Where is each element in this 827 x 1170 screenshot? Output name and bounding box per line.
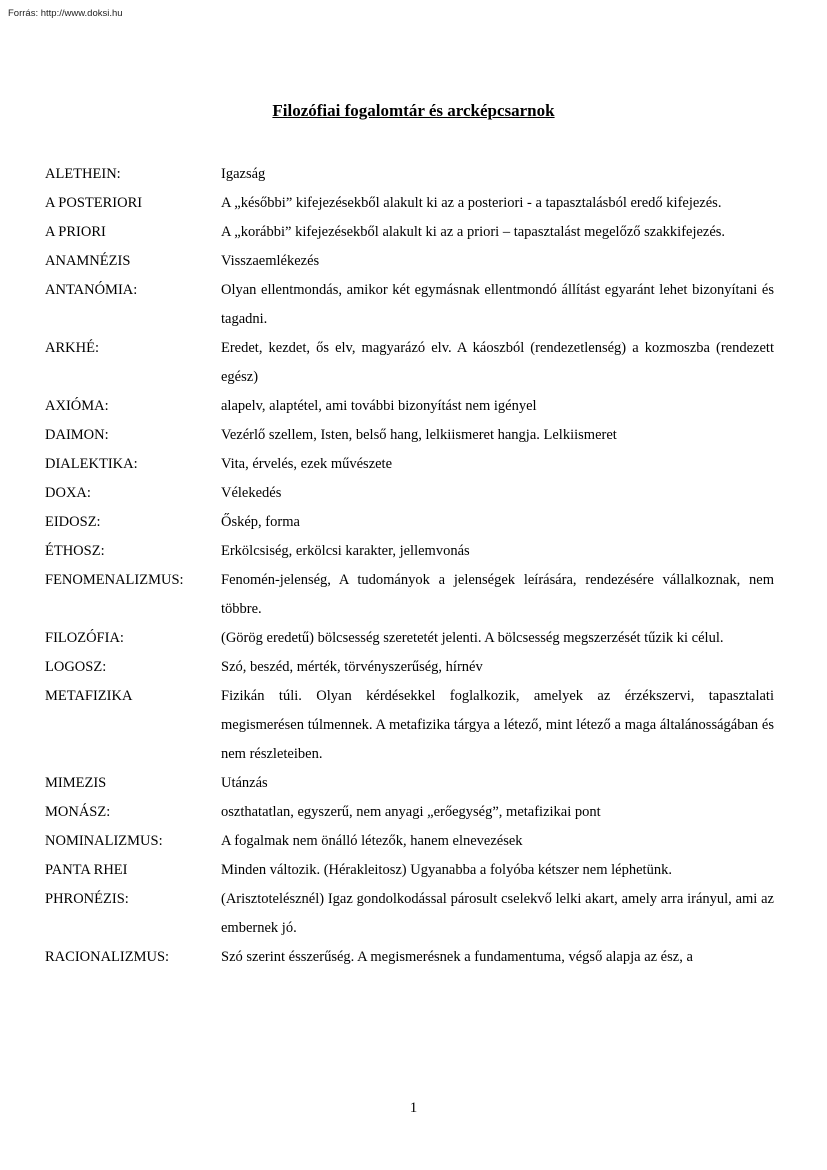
entry-term: LOGOSZ: <box>45 659 107 675</box>
entry-term: MONÁSZ: <box>45 804 111 820</box>
entry-definition: Erkölcsiség, erkölcsi karakter, jellemvonás <box>221 543 470 559</box>
glossary-entry <box>45 827 774 856</box>
entry-term: EIDOSZ: <box>45 514 101 530</box>
entry-term: RACIONALIZMUS: <box>45 949 170 965</box>
entry-term: PHRONÉZIS: <box>45 891 129 907</box>
entry-definition: oszthatatlan, egyszerű, nem anyagi „erőegység”, metafizikai pont <box>221 804 601 820</box>
entry-definition: Fizikán túli. Olyan kérdésekkel foglalkozik, amelyek az érzékszervi, tapasztalati megismerésen túlmennek. A metafizika tárgya a létező, mint létező a maga általánosságában és nem részleteiben. <box>221 688 774 762</box>
glossary-entry <box>45 276 774 334</box>
glossary-entry <box>45 943 774 972</box>
entry-definition: Eredet, kezdet, ős elv, magyarázó elv. A káoszból (rendezetlenség) a kozmoszba (rendezett egész) <box>221 340 774 385</box>
glossary-entry <box>45 537 774 566</box>
entry-definition: Minden változik. (Hérakleitosz) Ugyanabba a folyóba kétszer nem léphetünk. <box>221 862 672 878</box>
entry-term: FENOMENALIZMUS: <box>45 572 184 588</box>
glossary-entry <box>45 334 774 392</box>
entry-definition: Vita, érvelés, ezek művészete <box>221 456 393 472</box>
entry-term: DOXA: <box>45 485 91 501</box>
entry-definition: Vélekedés <box>221 485 282 501</box>
glossary-entry <box>45 769 774 798</box>
entry-definition: Vezérlő szellem, Isten, belső hang, lelkiismeret hangja. Lelkiismeret <box>221 427 617 443</box>
glossary-entry <box>45 247 774 276</box>
glossary-list <box>45 160 774 972</box>
entry-definition: A „későbbi” kifejezésekből alakult ki az a posteriori - a tapasztalásból eredő kifejezés. <box>221 195 722 211</box>
glossary-entry <box>45 653 774 682</box>
entry-term: A POSTERIORI <box>45 195 143 211</box>
entry-definition: Visszaemlékezés <box>221 253 320 269</box>
glossary-entry <box>45 218 774 247</box>
entry-term: PANTA RHEI <box>45 862 128 878</box>
entry-term: ALETHEIN: <box>45 166 121 182</box>
entry-term: ANAMNÉZIS <box>45 253 131 269</box>
entry-term: ÉTHOSZ: <box>45 543 105 559</box>
entry-term: A PRIORI <box>45 224 106 240</box>
entry-definition: Fenomén-jelenség, A tudományok a jelenségek leírására, rendezésére vállalkoznak, nem többre. <box>221 572 774 617</box>
entry-definition: (Arisztotelésznél) Igaz gondolkodással párosult cselekvő lelki akart, amely arra irányul, ami az embernek jó. <box>221 891 774 936</box>
glossary-entry <box>45 624 774 653</box>
glossary-entry <box>45 421 774 450</box>
entry-definition: (Görög eredetű) bölcsesség szeretetét jelenti. A bölcsesség megszerzését tűzik ki célul. <box>221 630 724 646</box>
glossary-entry <box>45 392 774 421</box>
entry-definition: A fogalmak nem önálló létezők, hanem elnevezések <box>221 833 523 849</box>
glossary-entry <box>45 856 774 885</box>
entry-term: DAIMON: <box>45 427 109 443</box>
source-header: Forrás: http://www.doksi.hu <box>8 8 123 19</box>
entry-term: FILOZÓFIA: <box>45 630 124 646</box>
glossary-entry <box>45 160 774 189</box>
entry-term: ARKHÉ: <box>45 340 99 356</box>
entry-definition: Olyan ellentmondás, amikor két egymásnak ellentmondó állítást egyaránt lehet bizonyítani és tagadni. <box>221 282 774 327</box>
page-title: Filozófiai fogalomtár és arcképcsarnok <box>272 101 555 120</box>
glossary-entry <box>45 479 774 508</box>
entry-definition: Őskép, forma <box>221 514 300 530</box>
entry-definition: Szó, beszéd, mérték, törvényszerűség, hírnév <box>221 659 483 675</box>
entry-term: NOMINALIZMUS: <box>45 833 163 849</box>
entry-definition: A „korábbi” kifejezésekből alakult ki az a priori – tapasztalást megelőző szakkifejezés. <box>221 224 726 240</box>
entry-definition: Igazság <box>221 166 266 182</box>
glossary-entry <box>45 682 774 769</box>
entry-term: METAFIZIKA <box>45 688 133 704</box>
entry-term: MIMEZIS <box>45 775 107 791</box>
glossary-entry <box>45 885 774 943</box>
entry-term: DIALEKTIKA: <box>45 456 138 472</box>
glossary-entry <box>45 508 774 537</box>
entry-term: AXIÓMA: <box>45 398 109 414</box>
glossary-entry <box>45 566 774 624</box>
entry-definition: Szó szerint ésszerűség. A megismerésnek a fundamentuma, végső alapja az ész, a <box>221 949 693 965</box>
entry-term: ANTANÓMIA: <box>45 282 138 298</box>
page-number: 1 <box>409 1100 418 1116</box>
entry-definition: Utánzás <box>221 775 268 791</box>
glossary-entry <box>45 798 774 827</box>
glossary-entry <box>45 450 774 479</box>
glossary-entry <box>45 189 774 218</box>
entry-definition: alapelv, alaptétel, ami további bizonyítást nem igényel <box>221 398 537 414</box>
